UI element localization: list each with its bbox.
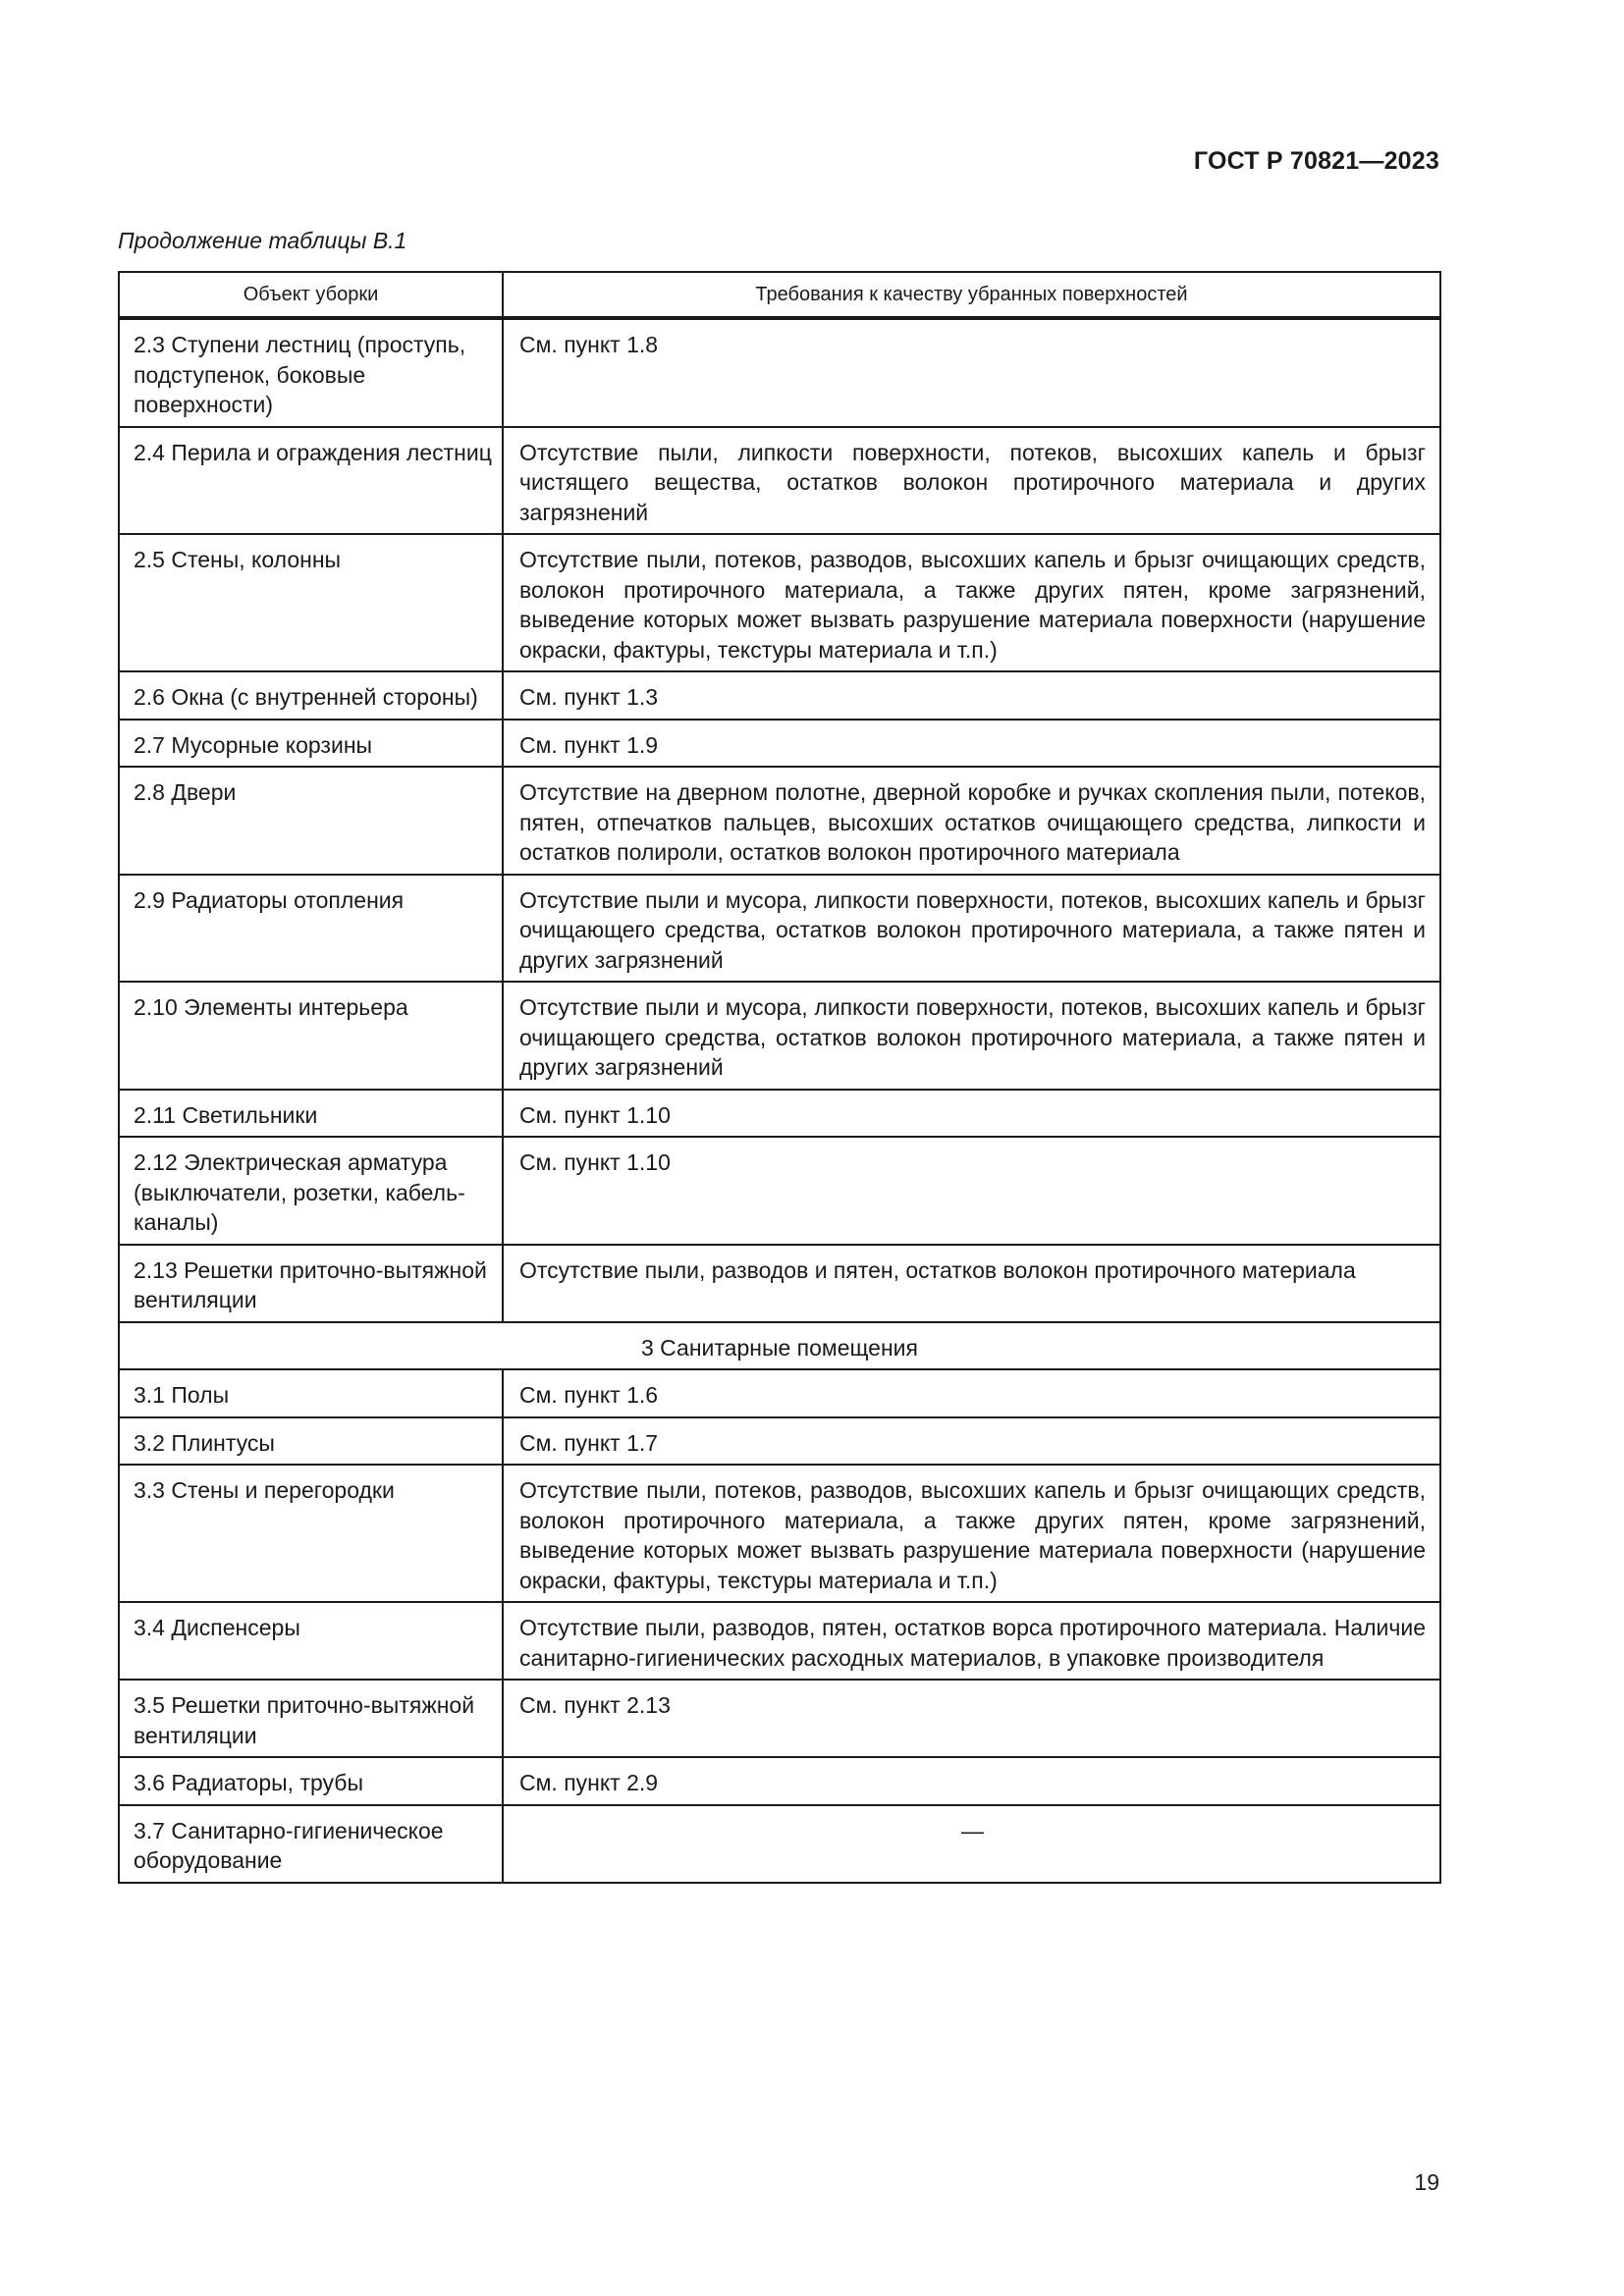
object-cell: 2.8 Двери [119,767,503,875]
object-cell: 2.11 Светильники [119,1090,503,1138]
table-row [119,1602,1440,1680]
object-cell: 3.4 Диспенсеры [119,1602,503,1680]
requirements-table [118,271,1441,1884]
requirement-cell: Отсутствие пыли, разводов и пятен, остатков волокон протирочного материала [503,1245,1440,1322]
requirement-cell: См. пункт 1.10 [503,1137,1440,1245]
requirement-cell: См. пункт 1.3 [503,671,1440,720]
table-row [119,318,1440,427]
table-row [119,1137,1440,1245]
table-row [119,1757,1440,1805]
object-cell: 3.1 Полы [119,1369,503,1417]
object-cell: 2.12 Электрическая арматура (выключатели, розетки, кабель-каналы) [119,1137,503,1245]
table-row [119,534,1440,671]
requirement-cell: См. пункт 2.9 [503,1757,1440,1805]
table-row [119,720,1440,768]
table-row [119,1369,1440,1417]
requirement-cell: Отсутствие пыли, потеков, разводов, высохших капель и брызг очищающих средств, волокон протирочного материала, а также других пятен, кроме загрязнений, выведение которых может вызвать разрушение материала поверхности (нарушение окраски, фактуры, текстуры материала и т.п.) [503,1465,1440,1602]
table-row [119,875,1440,983]
object-cell: 2.13 Решетки приточно-вытяжной вентиляции [119,1245,503,1322]
requirement-cell: См. пункт 1.10 [503,1090,1440,1138]
requirement-cell: См. пункт 1.9 [503,720,1440,768]
table-row [119,982,1440,1090]
table-row [119,1465,1440,1602]
object-cell: 2.10 Элементы интерьера [119,982,503,1090]
object-cell: 3.7 Санитарно-гигиеническое оборудование [119,1805,503,1883]
object-cell: 2.9 Радиаторы отопления [119,875,503,983]
section-row [119,1322,1440,1370]
object-cell: 3.6 Радиаторы, трубы [119,1757,503,1805]
table-row [119,1805,1440,1883]
section-title: 3 Санитарные помещения [119,1322,1440,1370]
table-row [119,671,1440,720]
requirement-cell: Отсутствие пыли, разводов, пятен, остатков ворса протирочного материала. Наличие санитарно-гигиенических расходных материалов, в упаковке производителя [503,1602,1440,1680]
table-header-row [119,272,1440,318]
table-caption: Продолжение таблицы В.1 [118,228,407,253]
object-cell: 2.5 Стены, колонны [119,534,503,671]
table-row [119,1680,1440,1757]
column-header-object: Объект уборки [119,272,503,318]
object-cell: 3.2 Плинтусы [119,1417,503,1466]
requirement-cell: См. пункт 1.8 [503,318,1440,427]
object-cell: 3.3 Стены и перегородки [119,1465,503,1602]
requirement-cell: Отсутствие пыли и мусора, липкости поверхности, потеков, высохших капель и брызг очищающего средства, остатков волокон протирочного материала, а также пятен и других загрязнений [503,875,1440,983]
requirement-cell: Отсутствие пыли, потеков, разводов, высохших капель и брызг очищающих средств, волокон протирочного материала, а также других пятен, кроме загрязнений, выведение которых может вызвать разрушение материала поверхности (нарушение окраски, фактуры, текстуры материала и т.п.) [503,534,1440,671]
requirement-cell: Отсутствие пыли и мусора, липкости поверхности, потеков, высохших капель и брызг очищающего средства, остатков волокон протирочного материала, а также пятен и других загрязнений [503,982,1440,1090]
object-cell: 3.5 Решетки приточно-вытяжной вентиляции [119,1680,503,1757]
requirement-cell: См. пункт 2.13 [503,1680,1440,1757]
table-row [119,1417,1440,1466]
requirement-cell: Отсутствие пыли, липкости поверхности, потеков, высохших капель и брызг чистящего вещества, остатков волокон протирочного материала и других загрязнений [503,427,1440,535]
table-row [119,1090,1440,1138]
table-row [119,767,1440,875]
object-cell: 2.7 Мусорные корзины [119,720,503,768]
requirement-cell: — [503,1805,1440,1883]
document-code: ГОСТ Р 70821—2023 [1193,147,1439,175]
object-cell: 2.6 Окна (с внутренней стороны) [119,671,503,720]
object-cell: 2.3 Ступени лестниц (проступь, подступенок, боковые поверхности) [119,318,503,427]
object-cell: 2.4 Перила и ограждения лестниц [119,427,503,535]
page-number: 19 [1414,2169,1439,2195]
requirement-cell: См. пункт 1.7 [503,1417,1440,1466]
requirement-cell: Отсутствие на дверном полотне, дверной коробке и ручках скопления пыли, потеков, пятен, отпечатков пальцев, высохших остатков очищающего средства, липкости и остатков полироли, остатков волокон протирочного материала [503,767,1440,875]
column-header-requirement: Требования к качеству убранных поверхностей [503,272,1440,318]
requirement-cell: См. пункт 1.6 [503,1369,1440,1417]
table-row [119,427,1440,535]
table-row [119,1245,1440,1322]
